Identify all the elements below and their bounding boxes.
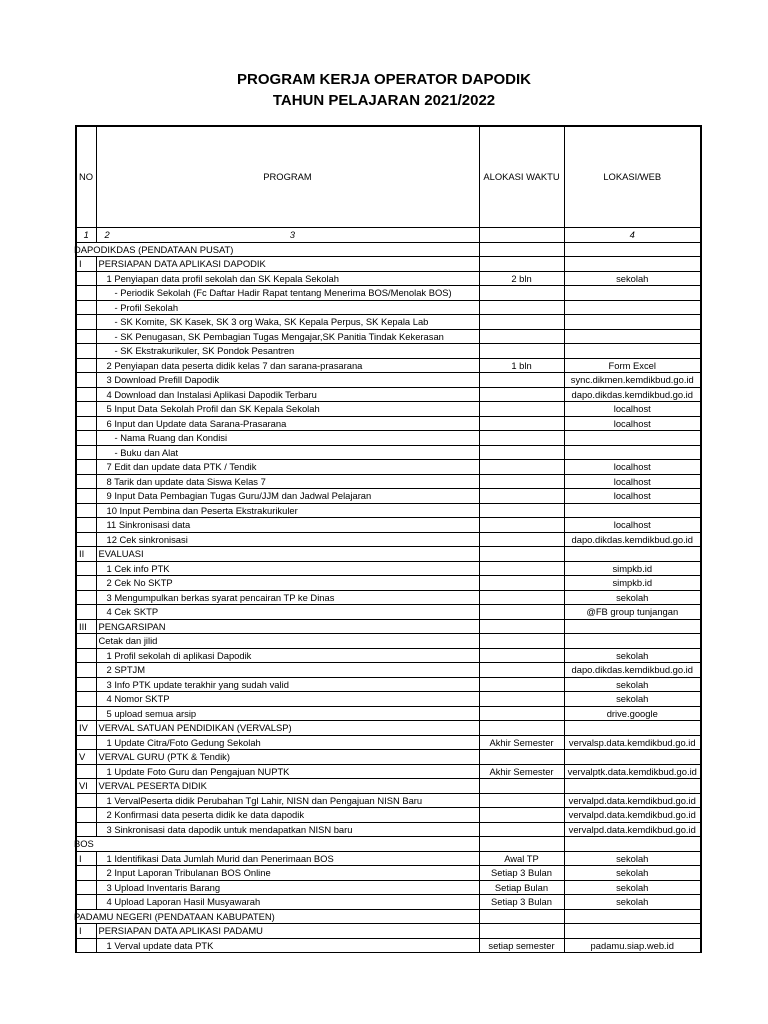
row-lokasi-web: [564, 503, 701, 518]
row-no: [76, 938, 96, 953]
row-alokasi-waktu: [479, 416, 564, 431]
row-alokasi-waktu: [479, 242, 564, 257]
row-program: PERSIAPAN DATA APLIKASI PADAMU: [96, 924, 479, 939]
row-no: [76, 489, 96, 504]
row-no: V: [76, 750, 96, 765]
row-lokasi-web: [564, 779, 701, 794]
row-lokasi-web: [564, 300, 701, 315]
row-program: 2 Konfirmasi data peserta didik ke data dapodik: [96, 808, 479, 823]
row-no: [76, 431, 96, 446]
row-no: [76, 271, 96, 286]
row-lokasi-web: vervalpd.data.kemdikbud.go.id: [564, 822, 701, 837]
row-program: 5 Input Data Sekolah Profil dan SK Kepala Sekolah: [96, 402, 479, 417]
table-row: [76, 315, 701, 330]
table-row: [76, 764, 701, 779]
table-row: [76, 619, 701, 634]
row-no: I: [76, 257, 96, 272]
table-row: [76, 822, 701, 837]
row-lokasi-web: sekolah: [564, 648, 701, 663]
row-alokasi-waktu: [479, 706, 564, 721]
table-row: [76, 286, 701, 301]
row-program: - Periodik Sekolah (Fc Daftar Hadir Rapat tentang Menerima BOS/Menolak BOS): [96, 286, 479, 301]
row-program: 1 Update Citra/Foto Gedung Sekolah: [96, 735, 479, 750]
column-number: [479, 228, 564, 243]
row-program: - SK Komite, SK Kasek, SK 3 org Waka, SK Kepala Perpus, SK Kepala Lab: [96, 315, 479, 330]
row-alokasi-waktu: [479, 634, 564, 649]
column-number: [96, 228, 479, 243]
row-no: [76, 358, 96, 373]
row-program: - SK Penugasan, SK Pembagian Tugas Mengajar,SK Panitia Tindak Kekerasan: [96, 329, 479, 344]
column-number-3: 3: [289, 229, 295, 240]
row-no: [76, 822, 96, 837]
table-row: [76, 373, 701, 388]
row-program: 4 Nomor SKTP: [96, 692, 479, 707]
row-lokasi-web: [564, 619, 701, 634]
row-alokasi-waktu: [479, 460, 564, 475]
row-no: I: [76, 924, 96, 939]
row-alokasi-waktu: Setiap Bulan: [479, 880, 564, 895]
row-program: 1 Profil sekolah di aplikasi Dapodik: [96, 648, 479, 663]
row-no: [76, 474, 96, 489]
table-row: [76, 779, 701, 794]
row-alokasi-waktu: [479, 605, 564, 620]
row-alokasi-waktu: [479, 402, 564, 417]
row-lokasi-web: sekolah: [564, 851, 701, 866]
row-no: [76, 663, 96, 678]
row-alokasi-waktu: [479, 909, 564, 924]
row-lokasi-web: sync.dikmen.kemdikbud.go.id: [564, 373, 701, 388]
row-alokasi-waktu: [479, 387, 564, 402]
row-lokasi-web: [564, 344, 701, 359]
row-lokasi-web: [564, 547, 701, 562]
row-program: - Nama Ruang dan Kondisi: [96, 431, 479, 446]
row-no: [76, 605, 96, 620]
row-lokasi-web: vervalptk.data.kemdikbud.go.id: [564, 764, 701, 779]
row-lokasi-web: padamu.siap.web.id: [564, 938, 701, 953]
row-program: 8 Tarik dan update data Siswa Kelas 7: [96, 474, 479, 489]
row-no: [76, 300, 96, 315]
table-row: [76, 924, 701, 939]
table-row: [76, 474, 701, 489]
row-alokasi-waktu: [479, 576, 564, 591]
table-row: [76, 793, 701, 808]
row-lokasi-web: @FB group tunjangan: [564, 605, 701, 620]
table-row: [76, 648, 701, 663]
table-row: [76, 634, 701, 649]
row-no: [76, 764, 96, 779]
row-alokasi-waktu: [479, 445, 564, 460]
row-lokasi-web: localhost: [564, 474, 701, 489]
table-header-row: [76, 126, 701, 228]
row-no: [76, 634, 96, 649]
row-no: II: [76, 547, 96, 562]
row-lokasi-web: localhost: [564, 416, 701, 431]
table-row: [76, 532, 701, 547]
column-number: 1: [76, 228, 96, 243]
row-program: 12 Cek sinkronisasi: [96, 532, 479, 547]
row-no: [76, 866, 96, 881]
table-row: [76, 721, 701, 736]
row-lokasi-web: dapo.dikdas.kemdikbud.go.id: [564, 532, 701, 547]
row-alokasi-waktu: [479, 619, 564, 634]
row-program: 3 Sinkronisasi data dapodik untuk mendapatkan NISN baru: [96, 822, 479, 837]
row-program: 2 SPTJM: [96, 663, 479, 678]
row-lokasi-web: simpkb.id: [564, 576, 701, 591]
table-row: [76, 808, 701, 823]
table-row: [76, 460, 701, 475]
table-row: [76, 866, 701, 881]
row-no: [76, 329, 96, 344]
row-program: PERSIAPAN DATA APLIKASI DAPODIK: [96, 257, 479, 272]
row-no: [76, 373, 96, 388]
row-alokasi-waktu: [479, 344, 564, 359]
row-program: 1 Penyiapan data profil sekolah dan SK Kepala Sekolah: [96, 271, 479, 286]
row-no: [76, 518, 96, 533]
column-number-row: [76, 228, 701, 243]
row-program: 11 Sinkronisasi data: [96, 518, 479, 533]
row-program: 1 Update Foto Guru dan Pengajuan NUPTK: [96, 764, 479, 779]
row-alokasi-waktu: [479, 808, 564, 823]
row-lokasi-web: [564, 445, 701, 460]
row-no: [76, 648, 96, 663]
row-lokasi-web: dapo.dikdas.kemdikbud.go.id: [564, 387, 701, 402]
row-program: - Buku dan Alat: [96, 445, 479, 460]
row-alokasi-waktu: [479, 721, 564, 736]
row-alokasi-waktu: [479, 677, 564, 692]
row-lokasi-web: vervalpd.data.kemdikbud.go.id: [564, 793, 701, 808]
table-row: [76, 938, 701, 953]
row-alokasi-waktu: [479, 924, 564, 939]
row-lokasi-web: localhost: [564, 402, 701, 417]
row-alokasi-waktu: [479, 561, 564, 576]
row-program: 1 Identifikasi Data Jumlah Murid dan Penerimaan BOS: [96, 851, 479, 866]
document-subtitle: TAHUN PELAJARAN 2021/2022: [272, 92, 496, 109]
row-alokasi-waktu: 2 bln: [479, 271, 564, 286]
row-program: - Profil Sekolah: [96, 300, 479, 315]
row-alokasi-waktu: [479, 257, 564, 272]
row-no: IV: [76, 721, 96, 736]
row-alokasi-waktu: Setiap 3 Bulan: [479, 866, 564, 881]
table-row: [76, 329, 701, 344]
row-no: [76, 706, 96, 721]
row-alokasi-waktu: setiap semester: [479, 938, 564, 953]
row-no: [76, 445, 96, 460]
row-lokasi-web: [564, 634, 701, 649]
row-alokasi-waktu: [479, 431, 564, 446]
row-lokasi-web: [564, 242, 701, 257]
table-row: [76, 677, 701, 692]
row-program: 2 Penyiapan data peserta didik kelas 7 dan sarana-prasarana: [96, 358, 479, 373]
row-lokasi-web: sekolah: [564, 692, 701, 707]
row-alokasi-waktu: Awal TP: [479, 851, 564, 866]
row-lokasi-web: localhost: [564, 489, 701, 504]
row-program: 4 Download dan Instalasi Aplikasi Dapodik Terbaru: [96, 387, 479, 402]
row-alokasi-waktu: [479, 315, 564, 330]
row-lokasi-web: sekolah: [564, 866, 701, 881]
row-no: [76, 590, 96, 605]
row-program: 3 Download Prefill Dapodik: [96, 373, 479, 388]
table-row: [76, 735, 701, 750]
table-row: [76, 416, 701, 431]
program-table-body: [76, 126, 701, 953]
row-alokasi-waktu: [479, 300, 564, 315]
row-no: [76, 344, 96, 359]
table-row: [76, 402, 701, 417]
table-row: [76, 503, 701, 518]
row-no: VI: [76, 779, 96, 794]
row-lokasi-web: [564, 750, 701, 765]
row-program: VERVAL GURU (PTK & Tendik): [96, 750, 479, 765]
row-no: III: [76, 619, 96, 634]
row-no: [76, 895, 96, 910]
row-alokasi-waktu: [479, 837, 564, 852]
row-lokasi-web: drive.google: [564, 706, 701, 721]
row-program: VERVAL PESERTA DIDIK: [96, 779, 479, 794]
row-lokasi-web: [564, 257, 701, 272]
table-row: [76, 750, 701, 765]
row-program: 3 Mengumpulkan berkas syarat pencairan TP ke Dinas: [96, 590, 479, 605]
row-program: VERVAL SATUAN PENDIDIKAN (VERVALSP): [96, 721, 479, 736]
row-alokasi-waktu: Akhir Semester: [479, 764, 564, 779]
row-lokasi-web: [564, 315, 701, 330]
table-row: [76, 837, 701, 852]
row-program: 3 Upload Inventaris Barang: [96, 880, 479, 895]
row-alokasi-waktu: [479, 547, 564, 562]
row-program: 9 Input Data Pembagian Tugas Guru/JJM dan Jadwal Pelajaran: [96, 489, 479, 504]
row-lokasi-web: [564, 721, 701, 736]
row-lokasi-web: dapo.dikdas.kemdikbud.go.id: [564, 663, 701, 678]
row-lokasi-web: vervalsp.data.kemdikbud.go.id: [564, 735, 701, 750]
table-row: [76, 358, 701, 373]
row-program: 1 VervalPeserta didik Perubahan Tgl Lahir, NISN dan Pengajuan NISN Baru: [96, 793, 479, 808]
row-program: 4 Cek SKTP: [96, 605, 479, 620]
row-alokasi-waktu: [479, 518, 564, 533]
header-alokasi-waktu: ALOKASI WAKTU: [479, 126, 564, 228]
table-row: [76, 547, 701, 562]
row-lokasi-web: sekolah: [564, 677, 701, 692]
table-row: [76, 692, 701, 707]
row-alokasi-waktu: [479, 822, 564, 837]
row-alokasi-waktu: Setiap 3 Bulan: [479, 895, 564, 910]
column-number: 4: [564, 228, 701, 243]
table-row: [76, 895, 701, 910]
row-lokasi-web: [564, 431, 701, 446]
row-alokasi-waktu: [479, 779, 564, 794]
row-program: 10 Input Pembina dan Peserta Ekstrakurikuler: [96, 503, 479, 518]
row-no: [76, 286, 96, 301]
row-program: DAPODIKDAS (PENDATAAN PUSAT): [96, 242, 479, 257]
row-alokasi-waktu: [479, 750, 564, 765]
row-no: [76, 561, 96, 576]
row-no: [76, 402, 96, 417]
row-no: [76, 808, 96, 823]
header-no: NO: [76, 126, 96, 228]
table-row: [76, 576, 701, 591]
row-lokasi-web: vervalpd.data.kemdikbud.go.id: [564, 808, 701, 823]
table-row: [76, 909, 701, 924]
row-lokasi-web: simpkb.id: [564, 561, 701, 576]
row-program: 4 Upload Laporan Hasil Musyawarah: [96, 895, 479, 910]
header-program: PROGRAM: [96, 126, 479, 228]
table-row: [76, 851, 701, 866]
header-lokasi-web: LOKASI/WEB: [564, 126, 701, 228]
row-alokasi-waktu: [479, 503, 564, 518]
document-title: PROGRAM KERJA OPERATOR DAPODIK: [237, 71, 531, 88]
row-lokasi-web: sekolah: [564, 271, 701, 286]
row-no: [76, 503, 96, 518]
row-program: 2 Input Laporan Tribulanan BOS Online: [96, 866, 479, 881]
row-no: [76, 793, 96, 808]
row-no: [76, 416, 96, 431]
row-program: 1 Cek info PTK: [96, 561, 479, 576]
row-no: [76, 880, 96, 895]
row-alokasi-waktu: [479, 793, 564, 808]
table-row: [76, 387, 701, 402]
row-alokasi-waktu: [479, 590, 564, 605]
table-row: [76, 257, 701, 272]
row-alokasi-waktu: [479, 474, 564, 489]
column-number-2: 2: [104, 229, 110, 240]
row-no: [76, 387, 96, 402]
row-program: 6 Input dan Update data Sarana-Prasarana: [96, 416, 479, 431]
row-alokasi-waktu: [479, 373, 564, 388]
row-alokasi-waktu: [479, 663, 564, 678]
row-lokasi-web: localhost: [564, 460, 701, 475]
row-lokasi-web: Form Excel: [564, 358, 701, 373]
row-alokasi-waktu: [479, 692, 564, 707]
program-table: [75, 125, 702, 953]
row-lokasi-web: sekolah: [564, 880, 701, 895]
table-row: [76, 706, 701, 721]
row-no: [76, 692, 96, 707]
row-alokasi-waktu: 1 bln: [479, 358, 564, 373]
row-alokasi-waktu: [479, 286, 564, 301]
row-alokasi-waktu: [479, 489, 564, 504]
row-no: [76, 460, 96, 475]
row-lokasi-web: [564, 924, 701, 939]
row-alokasi-waktu: [479, 532, 564, 547]
table-row: [76, 271, 701, 286]
row-no: [76, 532, 96, 547]
row-program: 7 Edit dan update data PTK / Tendik: [96, 460, 479, 475]
row-program: Cetak dan jilid: [96, 634, 479, 649]
table-row: [76, 431, 701, 446]
row-lokasi-web: localhost: [564, 518, 701, 533]
row-program: 3 Info PTK update terakhir yang sudah valid: [96, 677, 479, 692]
row-no: [76, 576, 96, 591]
table-row: [76, 344, 701, 359]
row-alokasi-waktu: [479, 648, 564, 663]
table-row: [76, 561, 701, 576]
row-no: I: [76, 851, 96, 866]
table-row: [76, 518, 701, 533]
row-no: [76, 735, 96, 750]
row-no: [76, 677, 96, 692]
table-row: [76, 300, 701, 315]
table-row: [76, 489, 701, 504]
row-program: 5 upload semua arsip: [96, 706, 479, 721]
row-program: EVALUASI: [96, 547, 479, 562]
row-alokasi-waktu: [479, 329, 564, 344]
table-row: [76, 242, 701, 257]
table-row: [76, 880, 701, 895]
row-program: - SK Ekstrakurikuler, SK Pondok Pesantren: [96, 344, 479, 359]
row-alokasi-waktu: Akhir Semester: [479, 735, 564, 750]
row-program: PENGARSIPAN: [96, 619, 479, 634]
row-program: 1 Verval update data PTK: [96, 938, 479, 953]
row-program: 2 Cek No SKTP: [96, 576, 479, 591]
row-lokasi-web: sekolah: [564, 895, 701, 910]
row-lokasi-web: [564, 329, 701, 344]
row-lokasi-web: [564, 286, 701, 301]
row-no: [76, 315, 96, 330]
row-program: PADAMU NEGERI (PENDATAAN KABUPATEN): [96, 909, 479, 924]
table-row: [76, 605, 701, 620]
row-lokasi-web: [564, 909, 701, 924]
row-lokasi-web: [564, 837, 701, 852]
row-lokasi-web: sekolah: [564, 590, 701, 605]
table-row: [76, 590, 701, 605]
row-program: BOS: [96, 837, 479, 852]
table-row: [76, 663, 701, 678]
table-row: [76, 445, 701, 460]
